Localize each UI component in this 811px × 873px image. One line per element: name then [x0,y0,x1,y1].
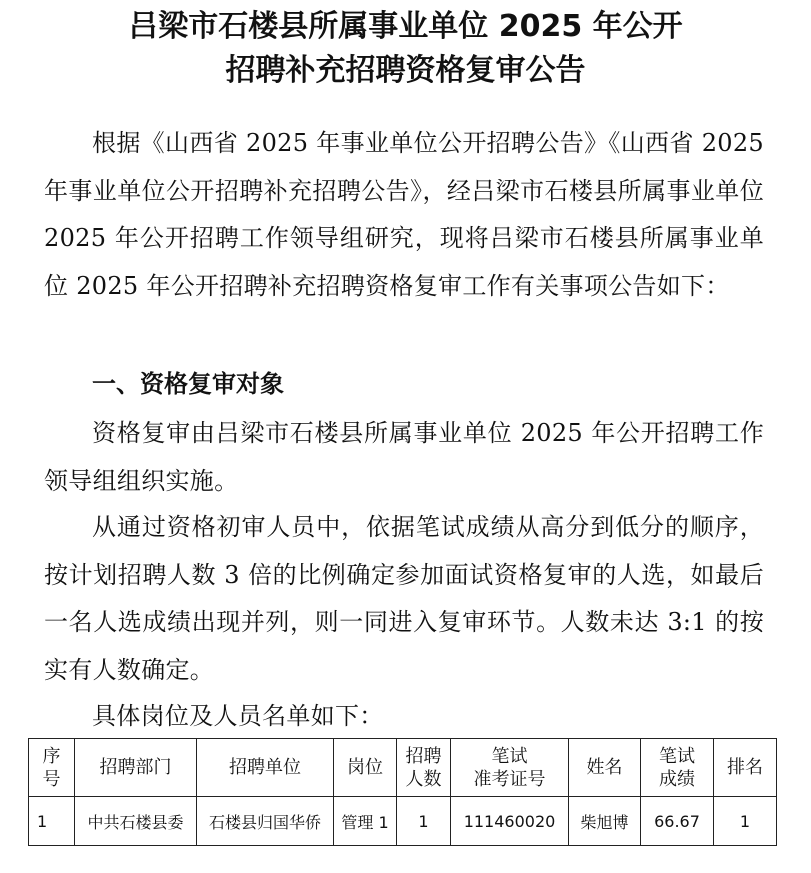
header-score: 笔试 成绩 [641,739,714,797]
header-dept: 招聘部门 [75,739,197,797]
cell-score: 66.67 [641,797,714,846]
cell-name: 柴旭博 [569,797,641,846]
header-rank: 排名 [714,739,777,797]
title-line-1: 吕梁市石楼县所属事业单位 2025 年公开 [128,9,683,44]
selection-rule-paragraph: 从通过资格初审人员中，依据笔试成绩从高分到低分的顺序，按计划招聘人数 3 倍的比例确定参加面试资格复审的人选，如最后一名人选成绩出现并列，则一同进入复审环节。人数未达 3:1 的按实有人数确定。 [44,513,764,684]
header-seq: 序 号 [29,739,75,797]
section-heading-1: 一、资格复审对象 [92,370,284,398]
header-post: 岗位 [334,739,397,797]
header-unit: 招聘单位 [197,739,334,797]
list-intro-paragraph: 具体岗位及人员名单如下： [92,702,384,730]
title-line-2: 招聘补充招聘资格复审公告 [225,53,586,88]
cell-rank: 1 [714,797,777,846]
candidate-table [28,738,777,846]
table-row [29,797,777,846]
cell-seq: 1 [29,797,75,846]
header-name: 姓名 [569,739,641,797]
cell-dept: 中共石楼县委 [75,797,197,846]
intro-paragraph: 根据《山西省 2025 年事业单位公开招聘公告》《山西省 2025 年事业单位公开招聘补充招聘公告》，经吕梁市石楼县所属事业单位 2025 年公开招聘工作领导组研究，现将吕梁市石楼县所属事业单位 2025 年公开招聘补充招聘资格复审工作有关事项公告如下： [44,129,764,300]
table-header-row [29,739,777,797]
cell-unit: 石楼县归国华侨 [197,797,334,846]
header-count: 招聘 人数 [397,739,451,797]
header-exam-number: 笔试 准考证号 [451,739,569,797]
cell-post: 管理 1 [334,797,397,846]
organizer-paragraph: 资格复审由吕梁市石楼县所属事业单位 2025 年公开招聘工作领导组组织实施。 [44,419,764,495]
cell-exam-number: 111460020 [451,797,569,846]
cell-count: 1 [397,797,451,846]
